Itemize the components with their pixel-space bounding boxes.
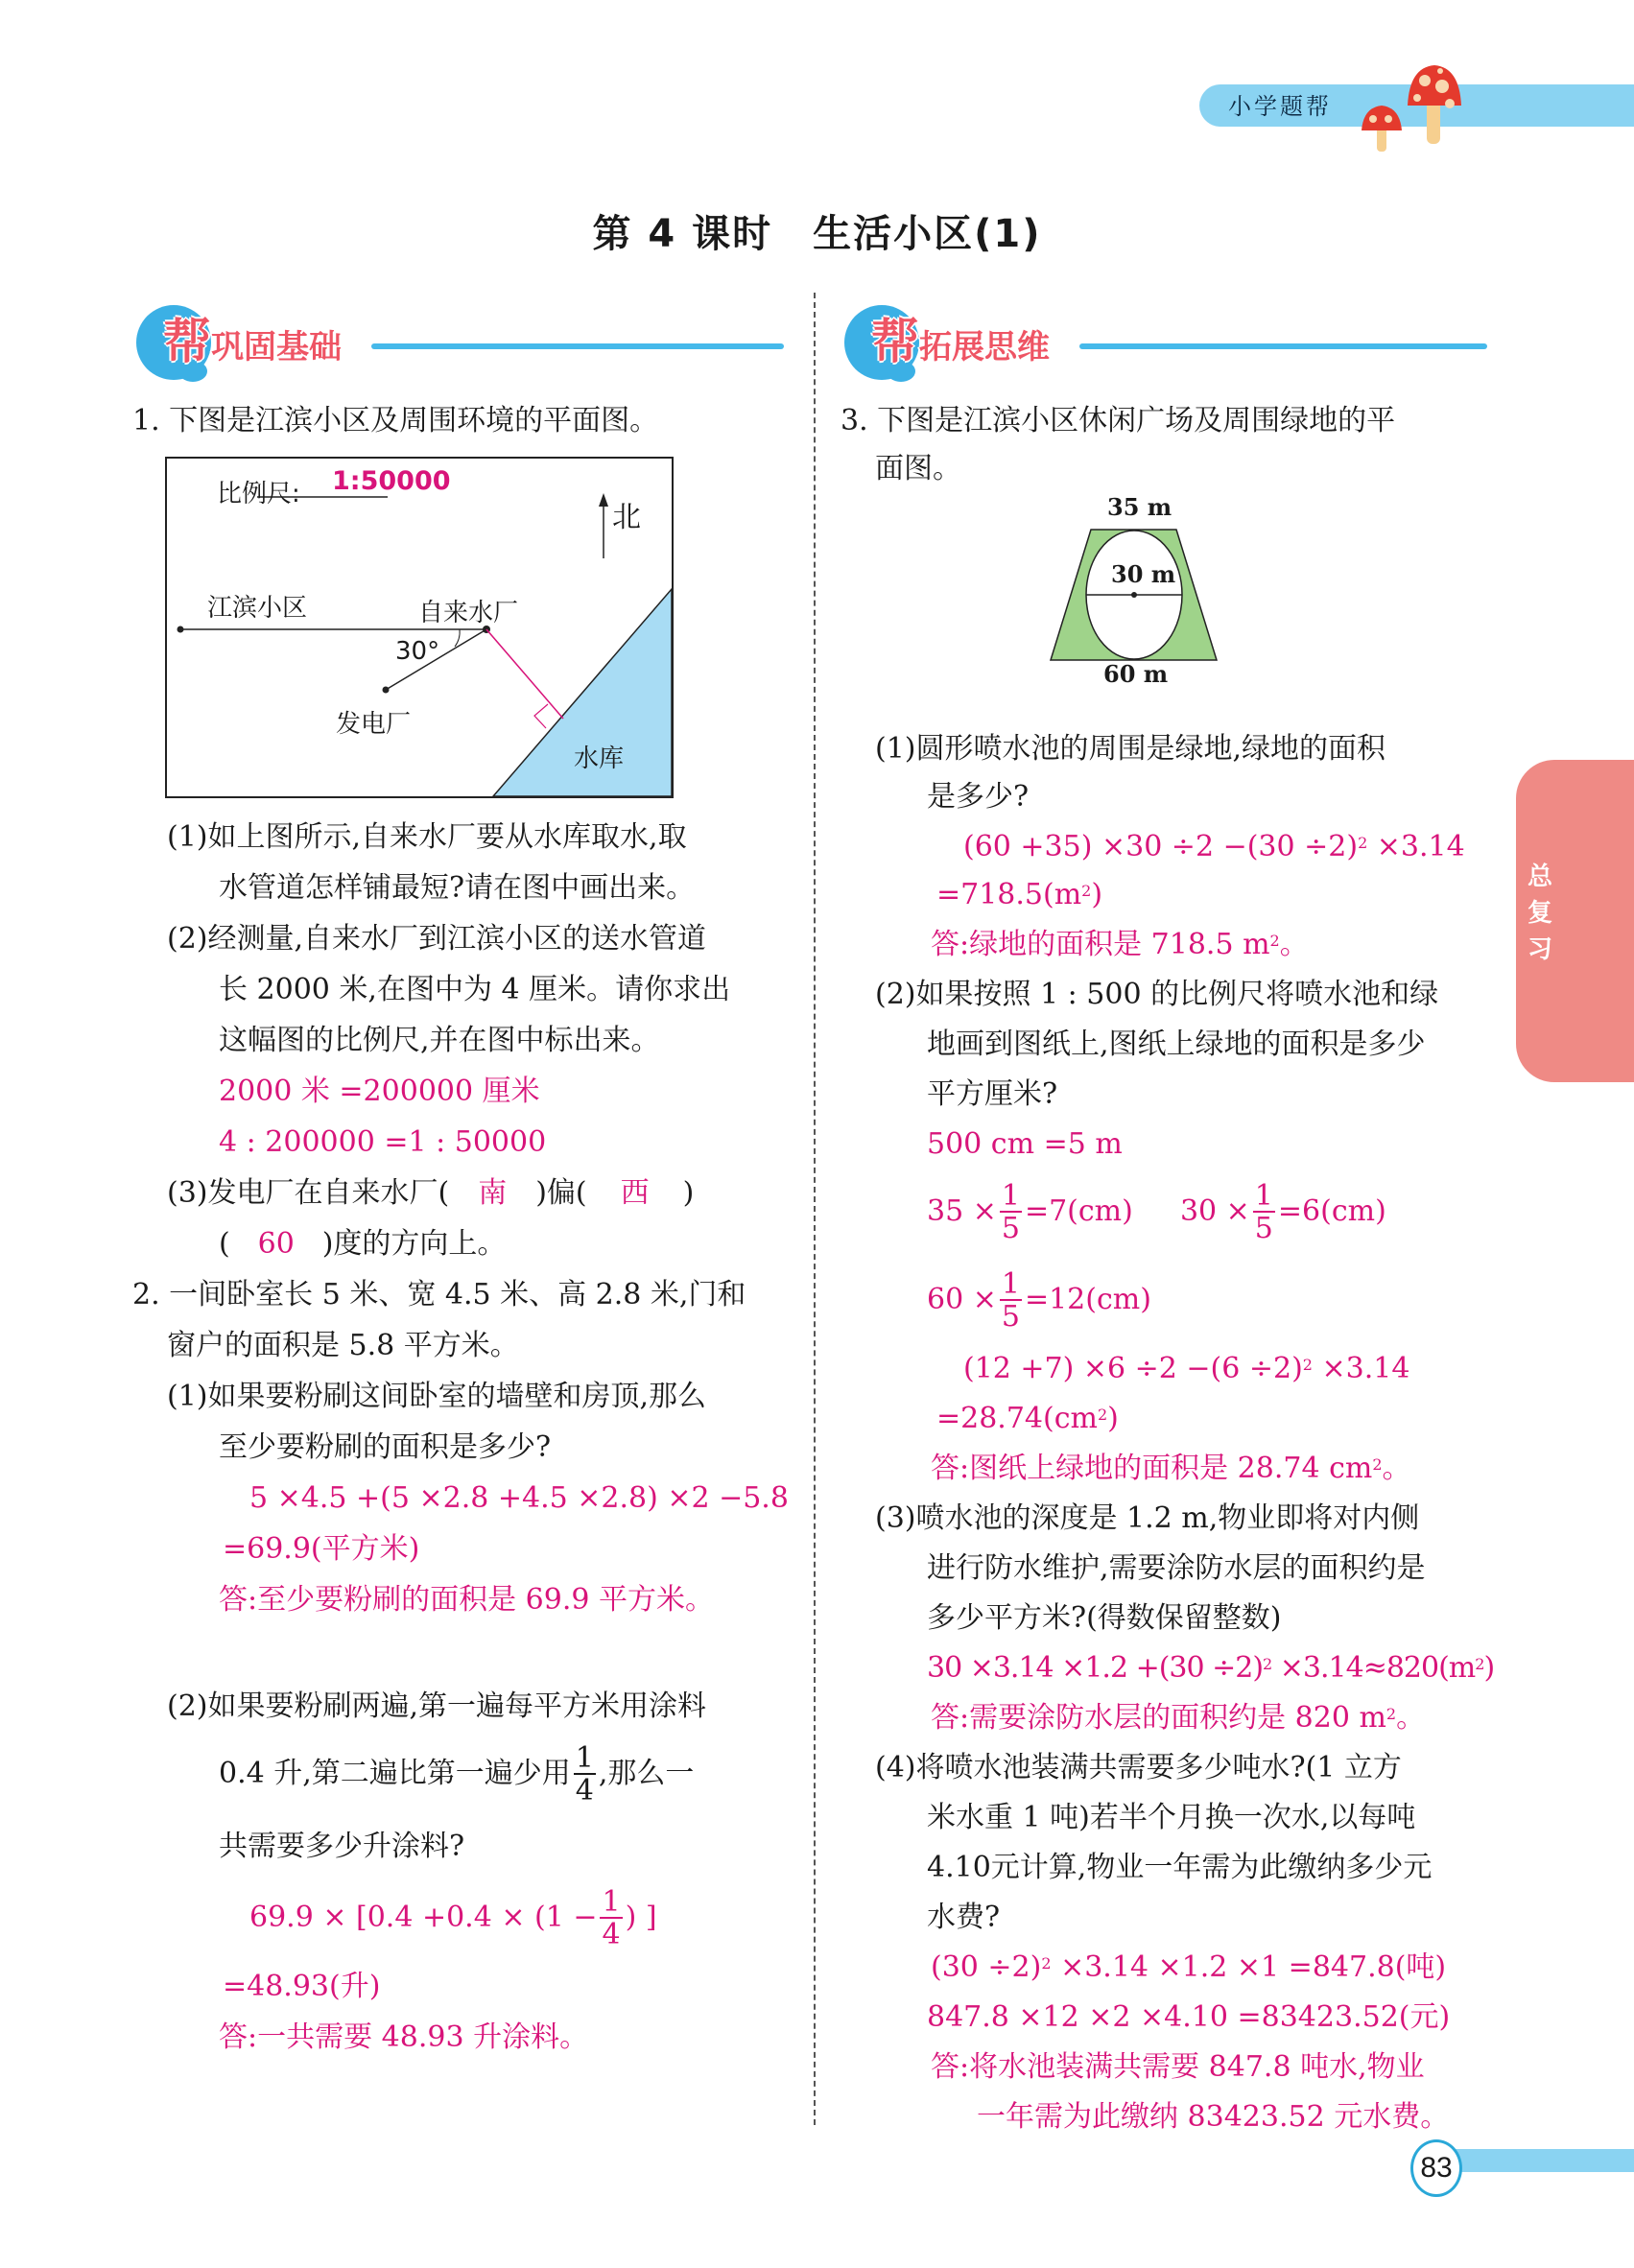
q2-stem-line1: 2. 一间卧室长 5 米、宽 4.5 米、高 2.8 米,门和 bbox=[132, 1278, 746, 1311]
section-rule bbox=[371, 343, 784, 349]
fraction bbox=[1000, 1179, 1022, 1245]
q3-p4-answer-line1: 答:将水池装满共需要 847.8 吨水,物业 bbox=[931, 2050, 1425, 2084]
text: 35 × bbox=[927, 1194, 997, 1228]
text: =7(cm) bbox=[1024, 1194, 1133, 1228]
side-tab-char: 总 bbox=[1527, 862, 1552, 891]
text: ) bbox=[1091, 878, 1103, 911]
label-community: 江滨小区 bbox=[207, 594, 308, 623]
q2-p1-calc: 5 ×4.5 +(5 ×2.8 +4.5 ×2.8) ×2 −5.8 bbox=[249, 1481, 789, 1515]
denominator: 4 bbox=[575, 1774, 594, 1807]
q3-p1-answer bbox=[931, 919, 1309, 970]
q1-p1-line1: (1)如上图所示,自来水厂要从水库取水,取 bbox=[167, 820, 687, 854]
text: =12(cm) bbox=[1024, 1283, 1151, 1316]
exponent: 2 bbox=[1041, 1954, 1052, 1973]
text: (30 ÷2) bbox=[931, 1950, 1042, 1984]
text: =718.5(m bbox=[936, 878, 1082, 911]
q3-p3-calc bbox=[927, 1642, 1494, 1693]
fraction bbox=[574, 1741, 596, 1807]
q2-p2-calc bbox=[249, 1885, 657, 1951]
q2-p1-line1: (1)如果要粉刷这间卧室的墙壁和房顶,那么 bbox=[167, 1380, 707, 1413]
q1-p1-line2: 水管道怎样铺最短?请在图中画出来。 bbox=[219, 871, 696, 905]
text: =6(cm) bbox=[1277, 1194, 1386, 1228]
q1-p2-line1: (2)经测量,自来水厂到江滨小区的送水管道 bbox=[167, 922, 707, 956]
text: 30 × bbox=[1179, 1194, 1250, 1228]
q3-p2-answer bbox=[931, 1443, 1411, 1494]
text: ×3.14 bbox=[1312, 1352, 1410, 1385]
numerator: 1 bbox=[575, 1741, 594, 1775]
page-number: 83 bbox=[1410, 2139, 1462, 2197]
exponent: 2 bbox=[1372, 1455, 1383, 1474]
q3-p3-line2: 进行防水维护,需要涂防水层的面积约是 bbox=[927, 1551, 1426, 1585]
q3-p3-answer bbox=[931, 1692, 1425, 1743]
q1-p2-line2: 长 2000 米,在图中为 4 厘米。请你求出 bbox=[219, 973, 731, 1006]
text: 。 bbox=[1382, 1452, 1411, 1485]
q3-p4-line2: 米水重 1 吨)若半个月换一次水,以每吨 bbox=[927, 1801, 1416, 1834]
q2-p2-line1: (2)如果要粉刷两遍,第一遍每平方米用涂料 bbox=[167, 1689, 707, 1723]
q2-p2-line3: 共需要多少升涂料? bbox=[219, 1830, 465, 1863]
side-tab-char: 复 bbox=[1527, 899, 1552, 928]
exponent: 2 bbox=[1081, 882, 1092, 900]
section-badge-char: 帮 bbox=[163, 314, 211, 369]
q3-p2-line2: 地画到图纸上,图纸上绿地的面积是多少 bbox=[927, 1028, 1426, 1061]
q3-p2-conv: 500 cm =5 m bbox=[927, 1127, 1123, 1161]
brand-label: 小学题帮 bbox=[1228, 93, 1332, 120]
scale-label: 比例尺: bbox=[217, 480, 300, 508]
text: =28.74(cm bbox=[936, 1402, 1098, 1435]
blank-degrees: 60 bbox=[257, 1227, 295, 1261]
exponent: 2 bbox=[1475, 1655, 1484, 1673]
q3-p1-line2: 是多少? bbox=[927, 780, 1030, 814]
q3-p2-scale-row2 bbox=[927, 1267, 1151, 1334]
page-title: 第 4 课时 生活小区(1) bbox=[592, 212, 1042, 256]
text: ×3.14 bbox=[1367, 830, 1465, 863]
q3-stem-line1: 3. 下图是江滨小区休闲广场及周围绿地的平 bbox=[841, 404, 1396, 437]
text: (60 +35) ×30 ÷2 −(30 ÷2) bbox=[963, 830, 1359, 863]
text: ×3.14≈820(m bbox=[1271, 1651, 1476, 1685]
blank-direction-1: 南 bbox=[478, 1176, 508, 1210]
label-power-plant: 发电厂 bbox=[336, 710, 412, 739]
denominator: 4 bbox=[602, 1918, 621, 1951]
label-angle: 30° bbox=[395, 637, 440, 666]
q3-p3-line3: 多少平方米?(得数保留整数) bbox=[927, 1601, 1282, 1635]
q3-p4-calc2: 847.8 ×12 ×2 ×4.10 =83423.52(元) bbox=[927, 2000, 1451, 2034]
q3-p4-answer-line2: 一年需为此缴纳 83423.52 元水费。 bbox=[977, 2100, 1450, 2134]
section-badge-char: 帮 bbox=[871, 314, 919, 369]
text: ) ] bbox=[625, 1901, 657, 1934]
fraction bbox=[1000, 1267, 1022, 1334]
text: ( bbox=[219, 1227, 230, 1261]
text: ) bbox=[682, 1176, 695, 1210]
q2-p1-line2: 至少要粉刷的面积是多少? bbox=[219, 1430, 552, 1464]
exponent: 2 bbox=[1302, 1356, 1313, 1374]
exponent: 2 bbox=[1358, 834, 1368, 852]
denominator: 5 bbox=[1254, 1212, 1273, 1245]
text: ,那么一 bbox=[598, 1757, 695, 1790]
section-title bbox=[871, 315, 1050, 374]
numerator: 1 bbox=[1001, 1179, 1020, 1213]
text: 69.9 × [0.4 +0.4 × (1 − bbox=[249, 1901, 598, 1934]
q3-p2-calc bbox=[963, 1343, 1409, 1394]
q1-p3-line2 bbox=[219, 1218, 506, 1269]
numerator: 1 bbox=[1254, 1179, 1273, 1213]
fraction bbox=[1253, 1179, 1275, 1245]
label-top-base: 35 m bbox=[1107, 493, 1172, 521]
fraction bbox=[600, 1885, 622, 1951]
q3-p2-result bbox=[936, 1393, 1119, 1444]
q3-p1-result bbox=[936, 869, 1102, 920]
exponent: 2 bbox=[1097, 1406, 1108, 1424]
text: 0.4 升,第二遍比第一遍少用 bbox=[219, 1757, 571, 1790]
q1-map-figure bbox=[165, 457, 674, 798]
text: 答:需要涂防水层的面积约是 820 m bbox=[931, 1701, 1386, 1735]
q3-p4-line3: 4.10元计算,物业一年需为此缴纳多少元 bbox=[927, 1851, 1433, 1884]
section-header-consolidate bbox=[136, 305, 784, 382]
page-number-bar bbox=[1444, 2149, 1634, 2172]
q1-stem: 1. 下图是江滨小区及周围环境的平面图。 bbox=[132, 404, 659, 437]
numerator: 1 bbox=[602, 1885, 621, 1919]
denominator: 5 bbox=[1001, 1212, 1020, 1245]
section-label: 巩固基础 bbox=[211, 328, 342, 366]
text: ×3.14 ×1.2 ×1 =847.8(吨) bbox=[1051, 1950, 1447, 1984]
section-title bbox=[163, 315, 342, 374]
q2-p2-result: =48.93(升) bbox=[223, 1970, 381, 2003]
text: 。 bbox=[1279, 928, 1309, 961]
q2-p2-line2 bbox=[219, 1741, 695, 1807]
q3-p3-line1: (3)喷水池的深度是 1.2 m,物业即将对内侧 bbox=[875, 1501, 1420, 1535]
label-bottom-base: 60 m bbox=[1103, 660, 1169, 688]
text: ) bbox=[1483, 1651, 1495, 1685]
text: 60 × bbox=[927, 1283, 997, 1316]
exponent: 2 bbox=[1269, 932, 1280, 950]
section-rule bbox=[1079, 343, 1487, 349]
text: 30 ×3.14 ×1.2 +(30 ÷2) bbox=[927, 1651, 1264, 1685]
text: 答:图纸上绿地的面积是 28.74 cm bbox=[931, 1452, 1373, 1485]
label-waterworks: 自来水厂 bbox=[418, 599, 519, 627]
q2-p2-answer: 答:一共需要 48.93 升涂料。 bbox=[219, 2020, 589, 2054]
q2-p1-answer: 答:至少要粉刷的面积是 69.9 平方米。 bbox=[219, 1583, 714, 1617]
q3-p1-line1: (1)圆形喷水池的周围是绿地,绿地的面积 bbox=[875, 732, 1386, 766]
label-diameter: 30 m bbox=[1111, 560, 1176, 588]
north-label: 北 bbox=[612, 501, 641, 534]
q1-p2-line3: 这幅图的比例尺,并在图中标出来。 bbox=[219, 1024, 660, 1057]
text: )偏( bbox=[535, 1176, 587, 1210]
denominator: 5 bbox=[1001, 1300, 1020, 1334]
text: ) bbox=[1107, 1402, 1119, 1435]
q3-p4-line1: (4)将喷水池装满共需要多少吨水?(1 立方 bbox=[875, 1751, 1402, 1784]
text: (3)发电厂在自来水厂( bbox=[167, 1176, 450, 1210]
q3-p2-line3: 平方厘米? bbox=[927, 1077, 1058, 1111]
text: )度的方向上。 bbox=[321, 1227, 507, 1261]
q3-plaza-figure bbox=[1046, 489, 1276, 691]
section-label: 拓展思维 bbox=[919, 328, 1050, 366]
scale-value: 1:50000 bbox=[332, 466, 451, 496]
numerator: 1 bbox=[1001, 1267, 1020, 1301]
side-tab-label bbox=[1526, 859, 1554, 968]
blank-direction-2: 西 bbox=[620, 1176, 650, 1210]
exponent: 2 bbox=[1263, 1655, 1272, 1673]
q3-p4-line4: 水费? bbox=[927, 1901, 1001, 1934]
q2-p1-result: =69.9(平方米) bbox=[223, 1532, 420, 1566]
column-divider bbox=[814, 293, 816, 2125]
q3-p4-calc1 bbox=[931, 1942, 1446, 1993]
q1-p2-answer1: 2000 米 =200000 厘米 bbox=[219, 1075, 540, 1108]
text: (12 +7) ×6 ÷2 −(6 ÷2) bbox=[963, 1352, 1303, 1385]
exponent: 2 bbox=[1385, 1705, 1397, 1723]
q3-p1-calc bbox=[963, 821, 1465, 872]
q3-p2-scale-row1 bbox=[927, 1179, 1386, 1245]
text: 。 bbox=[1396, 1701, 1426, 1735]
q3-p2-line1: (2)如果按照 1 : 500 的比例尺将喷水池和绿 bbox=[875, 978, 1439, 1011]
q1-p2-answer2: 4 : 200000 =1 : 50000 bbox=[219, 1125, 547, 1159]
text: 答:绿地的面积是 718.5 m bbox=[931, 928, 1270, 961]
section-header-extend bbox=[844, 305, 1487, 382]
q2-stem-line2: 窗户的面积是 5.8 平方米。 bbox=[167, 1329, 519, 1362]
q3-stem-line2: 面图。 bbox=[875, 452, 961, 485]
label-reservoir: 水库 bbox=[574, 744, 625, 773]
mushroom-icon bbox=[1358, 58, 1473, 154]
q1-p3-line1 bbox=[167, 1168, 694, 1218]
side-tab-char: 习 bbox=[1527, 935, 1552, 964]
